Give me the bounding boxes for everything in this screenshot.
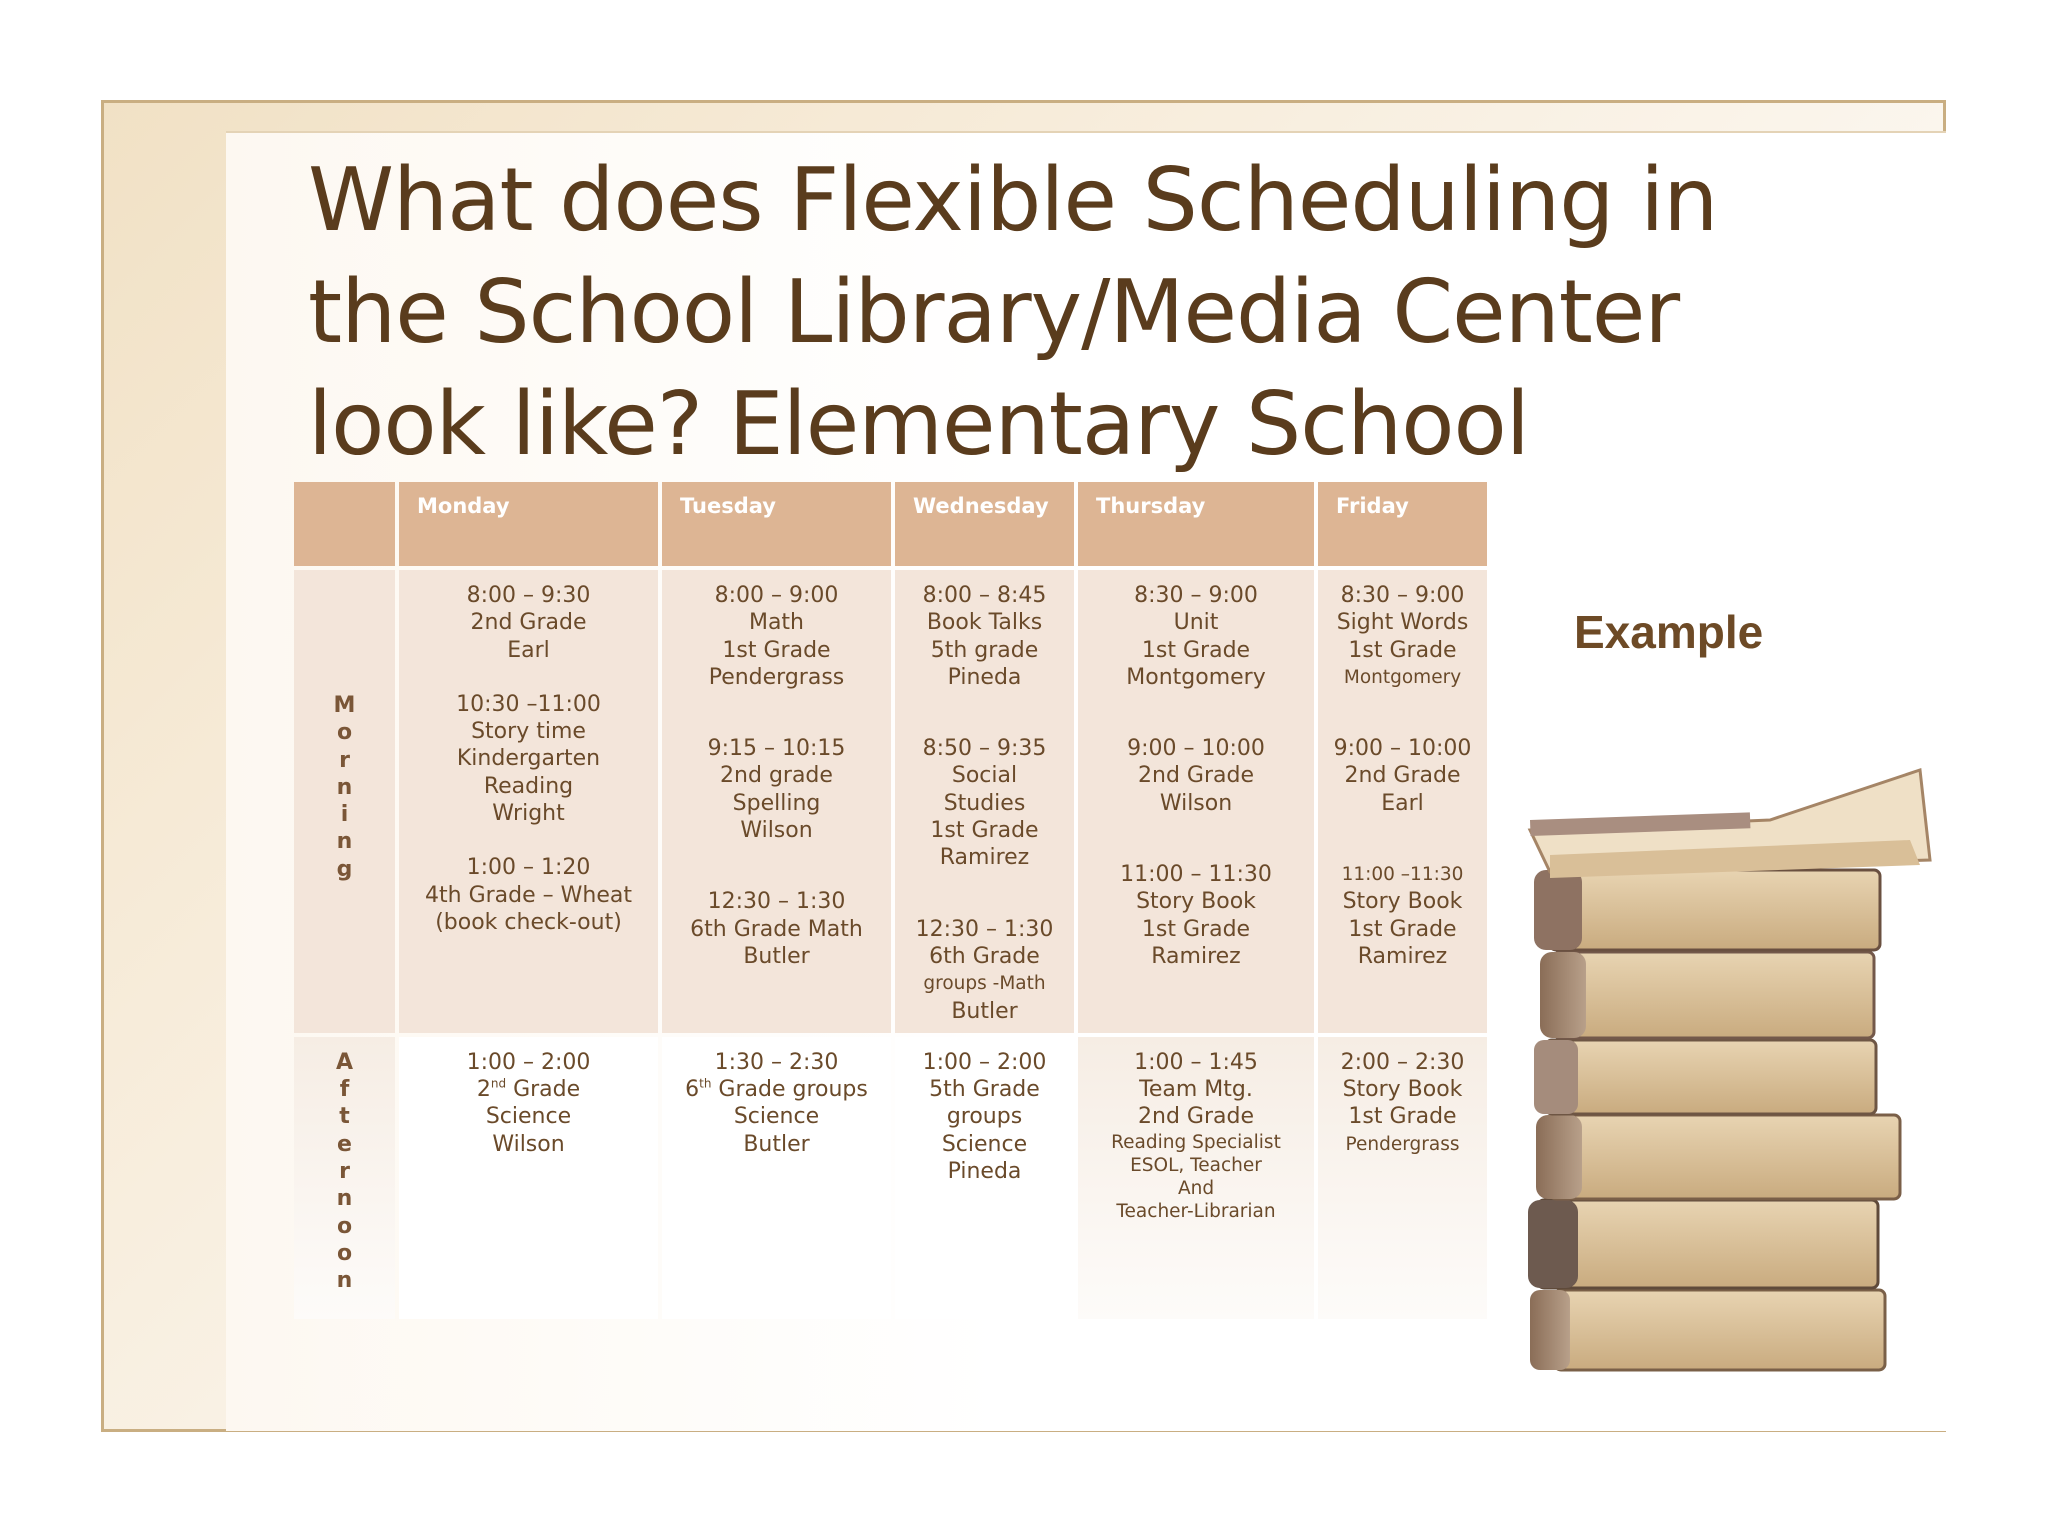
example-label: Example (1574, 606, 1764, 658)
afternoon-row (294, 1037, 1487, 1319)
thursday-afternoon-cell: 1:00 – 1:45 Team Mtg. 2nd Grade Reading Specialist ESOL, Teacher And Teacher-Librarian (1078, 1037, 1314, 1319)
book-stack-image (1510, 760, 1940, 1400)
thursday-morning-cell: 8:30 – 9:00 Unit 1st Grade Montgomery 9:00 – 10:00 2nd Grade Wilson 11:00 – 11:30 Story Book 1st Grade Ramirez (1078, 570, 1314, 1033)
monday-morning-cell: 8:00 – 9:30 2nd Grade Earl 10:30 –11:00 Story time Kindergarten Reading Wright 1:00 – 1:20 4th Grade – Wheat (book check-out) (399, 570, 658, 1033)
title-line-1: What does Flexible Scheduling in (308, 149, 1718, 251)
afternoon-label: A f t e r n o o n (294, 1037, 395, 1319)
header-wednesday: Wednesday (895, 482, 1074, 566)
monday-afternoon-cell: 1:00 – 2:00 2nd Grade Science Wilson (399, 1037, 658, 1319)
friday-afternoon-cell: 2:00 – 2:30 Story Book 1st Grade Pendergrass (1318, 1037, 1487, 1319)
tuesday-morning-cell: 8:00 – 9:00 Math 1st Grade Pendergrass 9:15 – 10:15 2nd grade Spelling Wilson 12:30 – 1:30 6th Grade Math Butler (662, 570, 891, 1033)
header-empty (294, 482, 395, 566)
header-monday: Monday (399, 482, 658, 566)
slide-title (308, 144, 1808, 480)
title-line-2: the School Library/Media Center (308, 261, 1680, 363)
wednesday-afternoon-cell: 1:00 – 2:00 5th Grade groups Science Pineda (895, 1037, 1074, 1319)
header-thursday: Thursday (1078, 482, 1314, 566)
title-line-3: look like? Elementary School (308, 373, 1529, 475)
morning-label: M o r n i n g (294, 570, 395, 1033)
schedule-table (290, 478, 1491, 1323)
morning-row (294, 570, 1487, 1033)
header-row (294, 482, 1487, 566)
tuesday-afternoon-cell: 1:30 – 2:30 6th Grade groups Science Butler (662, 1037, 891, 1319)
wednesday-morning-cell: 8:00 – 8:45 Book Talks 5th grade Pineda 8:50 – 9:35 Social Studies 1st Grade Ramirez 12:30 – 1:30 6th Grade groups -Math Butler (895, 570, 1074, 1033)
header-friday: Friday (1318, 482, 1487, 566)
friday-morning-cell: 8:30 – 9:00 Sight Words 1st Grade Montgomery 9:00 – 10:00 2nd Grade Earl 11:00 –11:30 Story Book 1st Grade Ramirez (1318, 570, 1487, 1033)
header-tuesday: Tuesday (662, 482, 891, 566)
